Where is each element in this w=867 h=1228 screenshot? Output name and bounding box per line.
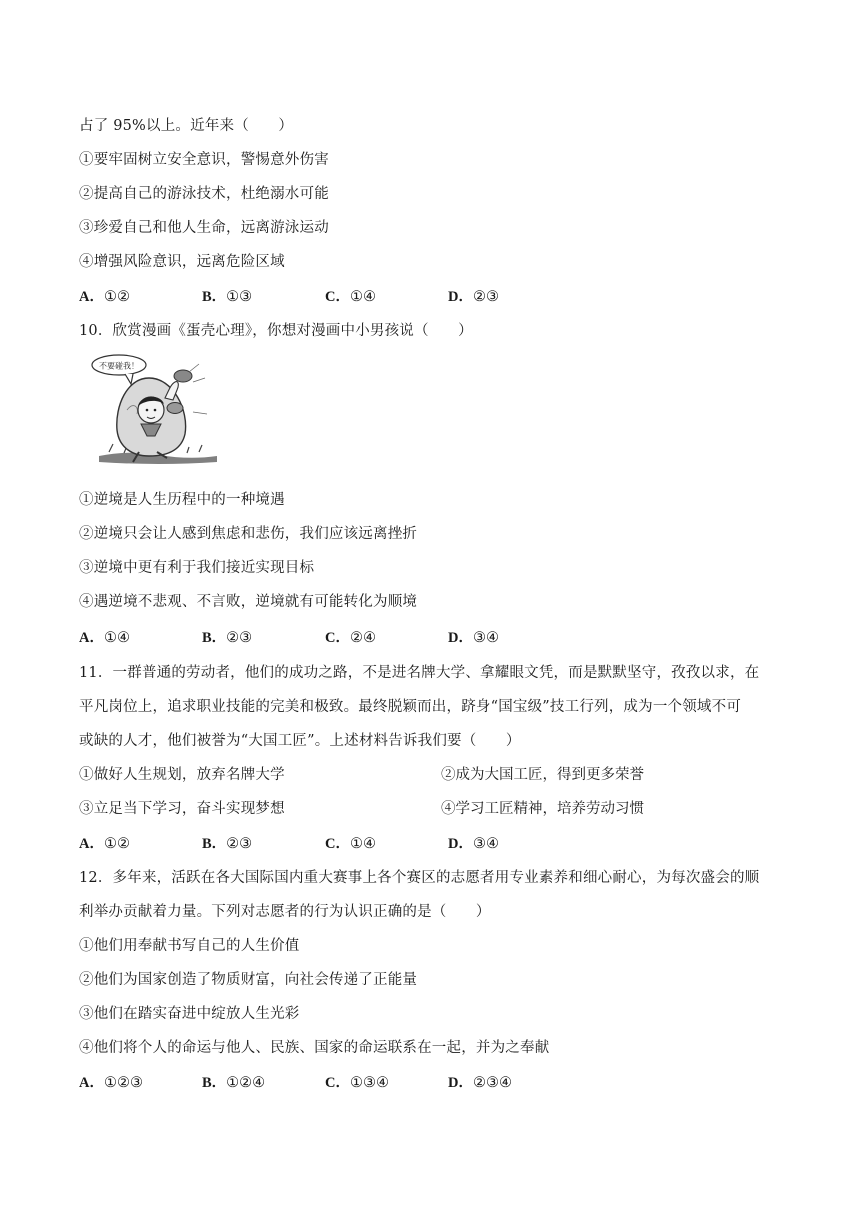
q10-choice-1: ①逆境是人生历程中的一种境遇 xyxy=(79,492,285,508)
q11-choice-4: ④学习工匠精神，培养劳动习惯 xyxy=(441,801,644,817)
q12-stem-line-1: 12．多年来，活跃在各大国际国内重大赛事上各个赛区的志愿者用专业素养和细心耐心，为每次盛会的顺 xyxy=(79,870,760,886)
q12-option-d[interactable]: D．②③④ xyxy=(448,1075,512,1091)
q10-option-d[interactable]: D．③④ xyxy=(448,630,499,646)
q10-option-b[interactable]: B．②③ xyxy=(202,630,253,646)
q10-choice-2: ②逆境只会让人感到焦虑和悲伤，我们应该远离挫折 xyxy=(79,526,418,542)
q12-option-a[interactable]: A．①②③ xyxy=(79,1075,143,1091)
q9-choice-2: ②提高自己的游泳技术，杜绝溺水可能 xyxy=(79,186,329,202)
q9-choice-1: ①要牢固树立安全意识，警惕意外伤害 xyxy=(79,152,329,168)
q11-option-c[interactable]: C．①④ xyxy=(325,836,376,852)
q12-stem-line-2: 利举办贡献着力量。下列对志愿者的行为认识正确的是（ ） xyxy=(79,904,491,920)
q11-choice-1: ①做好人生规划，放弃名牌大学 xyxy=(79,767,285,783)
q12-choice-3: ③他们在踏实奋进中绽放人生光彩 xyxy=(79,1006,300,1022)
q12-option-b[interactable]: B．①②④ xyxy=(202,1075,266,1091)
q12-choice-1: ①他们用奉献书写自己的人生价值 xyxy=(79,938,300,954)
q10-choice-3: ③逆境中更有利于我们接近实现目标 xyxy=(79,560,315,576)
q9-option-a[interactable]: A．①② xyxy=(79,289,130,305)
q10-stem: 10．欣赏漫画《蛋壳心理》，你想对漫画中小男孩说（ ） xyxy=(79,323,473,339)
q10-option-a[interactable]: A．①④ xyxy=(79,630,130,646)
q11-choice-3: ③立足当下学习，奋斗实现梦想 xyxy=(79,801,285,817)
cartoon-speech-bubble: 不要碰我！ xyxy=(99,361,139,371)
q10-option-c[interactable]: C．②④ xyxy=(325,630,376,646)
q11-stem-line-1: 11．一群普通的劳动者，他们的成功之路，不是进名牌大学、拿耀眼文凭，而是默默坚守，孜孜以求，在 xyxy=(79,665,760,681)
q9-option-d[interactable]: D．②③ xyxy=(448,289,499,305)
q12-option-c[interactable]: C．①③④ xyxy=(325,1075,389,1091)
q10-choice-4: ④遇逆境不悲观、不言败，逆境就有可能转化为顺境 xyxy=(79,594,418,610)
q12-choice-2: ②他们为国家创造了物质财富，向社会传递了正能量 xyxy=(79,972,418,988)
q9-option-b[interactable]: B．①③ xyxy=(202,289,253,305)
q11-option-a[interactable]: A．①② xyxy=(79,836,130,852)
q9-option-c[interactable]: C．①④ xyxy=(325,289,376,305)
q11-stem-line-2: 平凡岗位上，追求职业技能的完美和极致。最终脱颖而出，跻身“国宝级”技工行列，成为一个领域不可 xyxy=(79,699,742,715)
q11-stem-line-3: 或缺的人才，他们被誉为“大国工匠”。上述材料告诉我们要（ ） xyxy=(79,733,521,749)
q11-choice-2: ②成为大国工匠，得到更多荣誉 xyxy=(441,767,644,783)
q11-option-d[interactable]: D．③④ xyxy=(448,836,499,852)
q9-choice-4: ④增强风险意识，远离危险区域 xyxy=(79,254,285,270)
q9-stem-tail: 占了 95%以上。近年来（ ） xyxy=(79,118,294,134)
eggshell-cartoon-image xyxy=(89,352,219,470)
q11-option-b[interactable]: B．②③ xyxy=(202,836,253,852)
q12-choice-4: ④他们将个人的命运与他人、民族、国家的命运联系在一起，并为之奉献 xyxy=(79,1040,550,1056)
q9-choice-3: ③珍爱自己和他人生命，远离游泳运动 xyxy=(79,220,329,236)
